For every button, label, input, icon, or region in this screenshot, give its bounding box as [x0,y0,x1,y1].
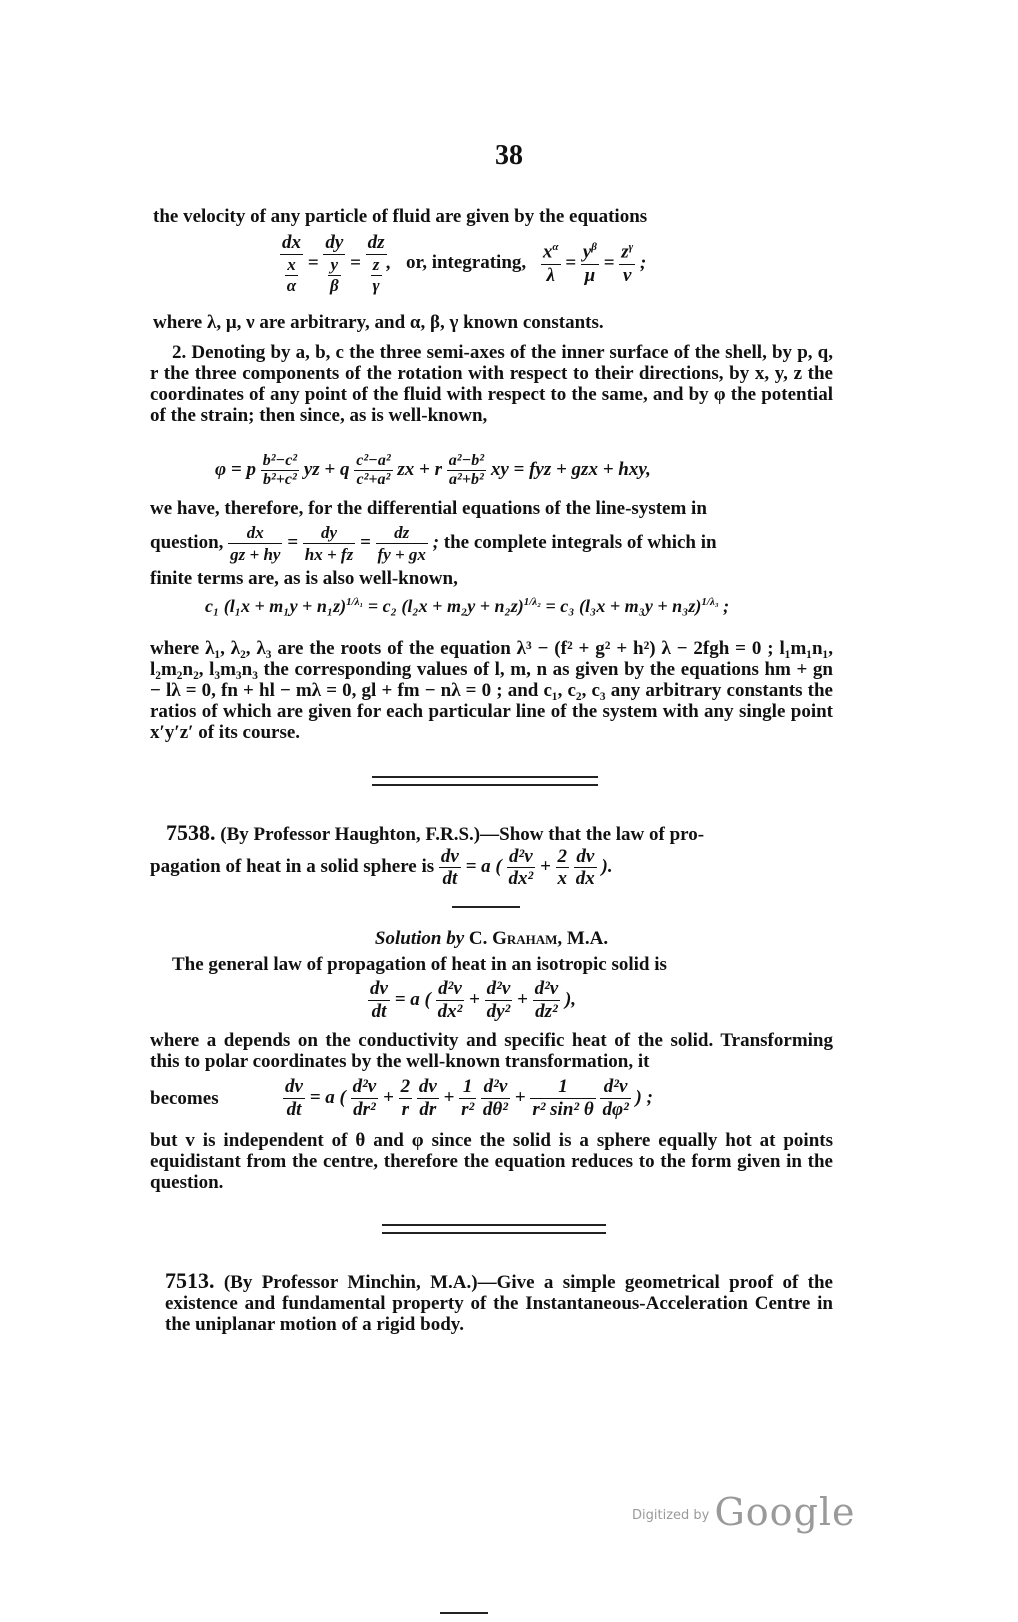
question-author: (By Professor Haughton, F.R.S.) [220,824,481,845]
question-word: question, [150,531,224,553]
becomes-label: becomes [150,1088,219,1109]
question-7513 [165,1270,833,1335]
text-line-velocity: the velocity of any particle of fluid are given by the equations [153,206,648,227]
solution-line2: where a depends on the conductivity and specific heat of the solid. Transforming this to polar coordinates by the well-known transformation, it [150,1030,833,1072]
solution-line4: but v is independent of θ and φ since the solid is a sphere equally hot at points equidistant from the centre, therefore the equation reduces to the form given in the question. [150,1130,833,1193]
bottom-mark [440,1612,488,1614]
equation-general-law: $\frac{dv}{dt}$ = a ( $\frac{\text{d²v}}{\text{dx²}}$ + $\frac{\text{d²v}}{\text{dy²}}$ + $\frac{\text{d²v}}{\text{dz²}}$ ), [370,978,577,1022]
google-logo: Google [714,1490,856,1534]
equation-polar: $\frac{dv}{dt}$ = a ( $\frac{\text{d²v}}{\text{dr²}}$ + $\frac{2}{r}$ $\frac{dv}{dr}$ + $\frac{1}{\text{r²}}$ $\frac{\text{d²v}}{\text{dθ²}}$ + $\frac{1}{\text{r² sin² θ}}$ $\frac{\text{d²v}}{\text{dφ²}}$ ) ; [285,1076,653,1120]
solution-by: Solution by [374,928,465,949]
complete-integrals-text: the complete integrals of which in [443,531,717,553]
solution-header [150,928,833,950]
equation-integrals: c₁ $(l_1x + m_1y + n_1z)^{1/\lambda_1} = c_2$ $(l_2x + m_2y + n_2z)^{1/\lambda_2} = c_3$ $(l_3x + m_3y + n_3z)^{1/\lambda_3}$ ; [205,596,730,616]
question-text-a: —Show that the law of pro- [480,824,705,845]
question-number: 7538. [166,820,216,845]
question-number-7513: 7513. [165,1268,215,1293]
solver-name: C. Graham, M.A. [468,928,609,949]
question-text-b: pagation of heat in a solid sphere is [150,855,435,877]
question-author-7513: (By Professor Minchin, M.A.) [223,1272,478,1293]
question-7538-header [150,822,833,845]
paragraph-denoting: 2. Denoting by a, b, c the three semi-axes of the inner surface of the shell, by p, q, r the three components of the rotation with respect to their directions, by x, y, z the coordinates of any point of the fluid with respect to the same, and by φ the potential of the strain; then since, as is well-known, [150,342,833,426]
solution-line1: The general law of propagation of heat in an isotropic solid is [172,954,667,975]
equation-phi: φ = p $\frac{\text{b²−c²}}{\text{b²+c²}}$ yz + q $\frac{\text{c²−a²}}{\text{c²+a²}}$ zx + r $\frac{\text{a²−b²}}{\text{a²+b²}}$ xy = fyz + gzx + hxy, [215,452,651,488]
text-line-constants: where λ, μ, ν are arbitrary, and α, β, γ known constants. [153,312,604,333]
section-divider [372,776,598,786]
short-divider [452,906,520,908]
paragraph-roots: where λ₁, λ₂, λ₃ are the roots of the equation λ³ − (f² + g² + h²) λ − 2fgh = 0 ; l₁m₁n₁, l₂m₂n₂, l₃m₃n₃ the corresponding values of l, m, n as given by the equations hm + gn − lλ = 0, fn + hl − mλ = 0, gl + fm − nλ = 0 ; and c₁, c₂, c₃ any arbitrary constants the ratios of which are given for each particular line of the system with any single point x′y′z′ of its course. [150,638,833,743]
digitized-watermark [632,1490,856,1534]
equation-line-system: $\frac{dx}{\frac{x}{\alpha}}$ = $\frac{dy}{\frac{y}{\beta}}$ = $\frac{dz}{\frac{z}{\gamma}}$ , or, integrating, $\frac{x^\alpha}{\lambda}$ = $\frac{y^\beta}{\mu}$ = $\frac{z^\gamma}{\nu}$ ; [282,232,647,295]
integrating-label: or, integrating, [406,252,527,274]
watermark-small: Digitized by [632,1508,710,1523]
page-number: 38 [495,140,523,171]
section-divider-2 [382,1224,606,1234]
text-line-finite: finite terms are, as is also well-known, [150,568,458,589]
text-line-we-have: we have, therefore, for the differential equations of the line-system in [150,498,707,519]
question-text-7513: —Give a simple geometrical proof of the existence and fundamental property of the Instantaneous-Acceleration Centre in the uniplanar motion of a rigid body. [165,1272,833,1335]
question-7538-line2: pagation of heat in a solid sphere is $\frac{dv}{dt}$ = a ( $\frac{\text{d²v}}{\text{dx²}}$ + $\frac{2}{x}$ $\frac{dv}{dx}$ ). [150,846,613,889]
text-line-question: question, $\frac{dx}{gz + hy}$ = $\frac{dy}{hx + fz}$ = $\frac{dz}{fy + gx}$ ; the complete integrals of which in [150,523,717,564]
